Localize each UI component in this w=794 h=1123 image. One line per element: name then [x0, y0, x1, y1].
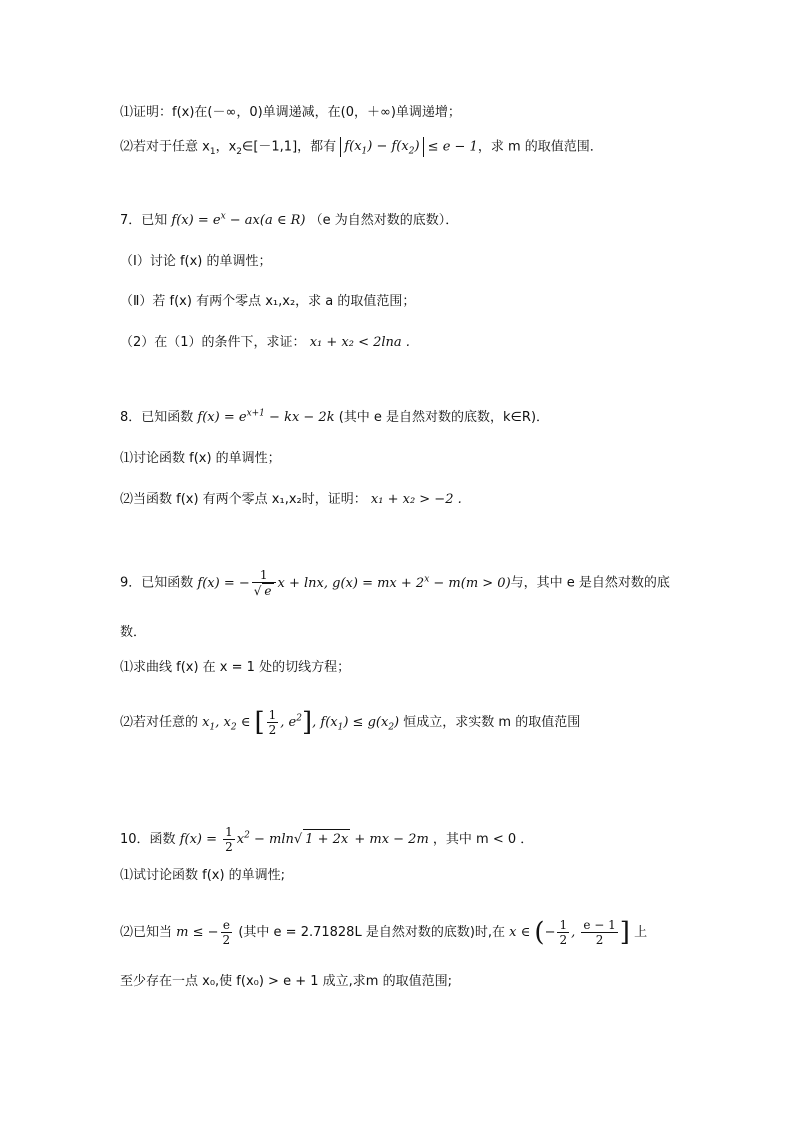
- p6-part1: ⑴证明：f(x)在(－∞，0)单调递减，在(0，＋∞)单调递增；: [120, 105, 461, 120]
- p7-part3: （2）在（1）的条件下，求证： x₁ + x₂ < 2lna .: [120, 335, 410, 350]
- p10-interval: x ∈ (− $\frac{1}{2}$ , $\frac{e - 1}{2}$ ]: [509, 917, 630, 948]
- abs-expression: $f(x_1) - f(x_2)$: [340, 137, 423, 157]
- p10-part2: ⑵已知当 m ≤ − $\frac{e}{2}$ (其中 e = 2.71828L 是自然对数的底数)时,在 x ∈ (− $\frac{1}{2}$ , $\frac{e - 1}{2}$ ] 上: [120, 917, 648, 948]
- p9-stem: 9．已知函数 f(x) = − $\frac{1}{√ e}$ x + lnx, g(x) = mx + $2^x - m(m > 0)$与，其中 e 是自然对数的底: [120, 568, 670, 598]
- p9-part2: ⑵若对任意的 $x_1$, $x_2$ ∈ [ $\frac{1}{2}$ , $e^2$], $f(x_1) \le g(x_2)$ 恒成立，求实数 m 的取值范围: [120, 707, 581, 738]
- p10-part1: ⑴试讨论函数 f(x) 的单调性;: [120, 868, 286, 883]
- p7-part2: （Ⅱ）若 f(x) 有两个零点 x₁,x₂，求 a 的取值范围；: [120, 294, 416, 309]
- p7-formula: $f(x) = e^x - ax(a$ ∈ R): [171, 211, 306, 228]
- p6-part2: ⑵若对于任意 $x_1$，$x_2\in[-1,1]$，都有 $f(x_1) - f(x_2) \le e - 1$，求 m 的取值范围．: [120, 139, 603, 158]
- p7-part1: （Ⅰ）讨论 f(x) 的单调性；: [120, 254, 272, 269]
- p9-part1: ⑴求曲线 f(x) 在 x = 1 处的切线方程；: [120, 660, 351, 675]
- p9-formula: f(x) = − $\frac{1}{√ e}$ x + lnx, g(x) = mx + $2^x - m(m > 0)$: [197, 568, 511, 598]
- p10-stem: 10．函数 f(x) = $\frac{1}{2}$ $x^2 - mln√$ 1 + 2x + mx − 2m ，其中 m < 0 ．: [120, 825, 534, 854]
- p8-formula: $f(x) = e^{x+1}$ − kx − 2k: [197, 408, 335, 425]
- p10-formula: f(x) = $\frac{1}{2}$ $x^2 - mln√$ 1 + 2x + mx − 2m: [179, 825, 429, 854]
- p10-condition: m ≤ − $\frac{e}{2}$: [176, 918, 231, 947]
- p10-part2-cont: 至少存在一点 x₀,使 f(x₀) > e + 1 成立,求m 的取值范围;: [120, 974, 452, 989]
- p9-stem-cont: 数．: [120, 625, 147, 640]
- p7-stem: 7．已知 $f(x) = e^x - ax(a$ ∈ R) （e 为自然对数的底数）．: [120, 211, 459, 228]
- p8-part1: ⑴讨论函数 f(x) 的单调性；: [120, 451, 281, 466]
- p8-stem: 8．已知函数 $f(x) = e^{x+1}$ − kx − 2k (其中 e 是自然对数的底数，k∈R)．: [120, 408, 550, 425]
- p9-interval: $x_1$, $x_2$ ∈ [ $\frac{1}{2}$ , $e^2$], $f(x_1) \le g(x_2)$: [202, 707, 400, 738]
- p8-part2: ⑵当函数 f(x) 有两个零点 x₁,x₂时，证明： x₁ + x₂ > −2 .: [120, 492, 462, 507]
